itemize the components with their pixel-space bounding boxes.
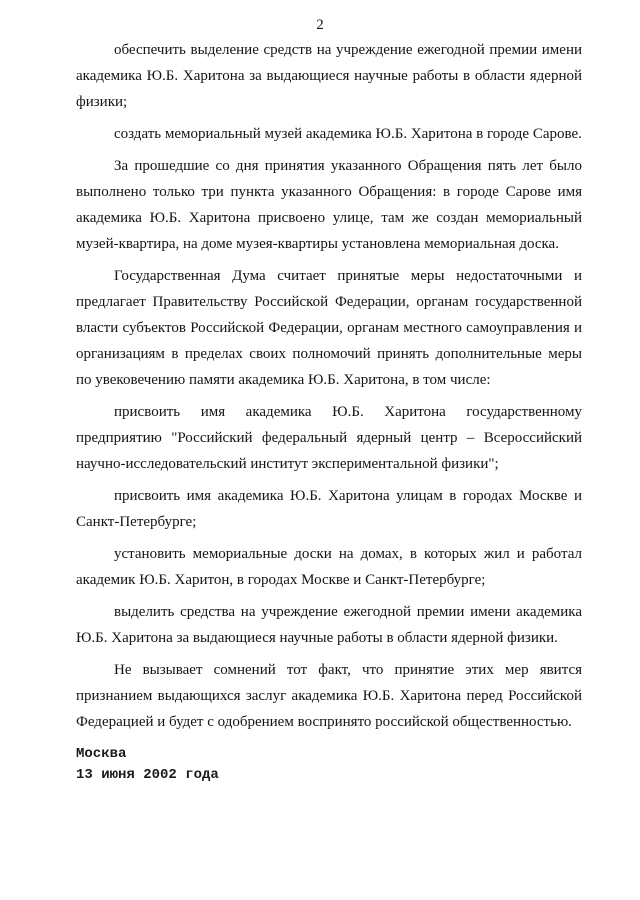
signature-city: Москва <box>76 746 127 762</box>
page-number: 2 <box>316 17 324 33</box>
paragraph: обеспечить выделение средств на учреждение ежегодной премии имени академика Ю.Б. Харитона за выдающиеся научные работы в области ядерной физики; <box>76 42 582 110</box>
paragraph: присвоить имя академика Ю.Б. Харитона государственному предприятию "Российский федеральный ядерный центр – Всероссийский научно-исследовательский институт экспериментальной физики"; <box>76 404 582 472</box>
paragraph: За прошедшие со дня принятия указанного Обращения пять лет было выполнено только три пункта указанного Обращения: в городе Сарове имя академика Ю.Б. Харитона присвоено улице, там же создан мемориальный музей-квартира, на доме музея-квартиры установлена мемориальная доска. <box>76 158 582 252</box>
paragraph: Не вызывает сомнений тот факт, что принятие этих мер явится признанием выдающихся заслуг академика Ю.Б. Харитона перед Российской Федерацией и будет с одобрением воспринято российской общественностью. <box>76 662 582 730</box>
paragraph: выделить средства на учреждение ежегодной премии имени академика Ю.Б. Харитона за выдающиеся научные работы в области ядерной физики. <box>76 604 582 646</box>
signature-block <box>76 744 219 786</box>
paragraph: создать мемориальный музей академика Ю.Б. Харитона в городе Сарове. <box>114 126 582 142</box>
paragraph: присвоить имя академика Ю.Б. Харитона улицам в городах Москве и Санкт-Петербурге; <box>76 488 582 530</box>
document-body <box>76 37 582 741</box>
paragraph: установить мемориальные доски на домах, в которых жил и работал академик Ю.Б. Харитон, в городах Москве и Санкт-Петербурге; <box>76 546 582 588</box>
paragraph: Государственная Дума считает принятые меры недостаточными и предлагает Правительству Российской Федерации, органам государственной власти субъектов Российской Федерации, органам местного самоуправления и организациям в пределах своих полномочий принять дополнительные меры по увековечению памяти академика Ю.Б. Харитона, в том числе: <box>76 268 582 388</box>
signature-date: 13 июня 2002 года <box>76 767 219 783</box>
